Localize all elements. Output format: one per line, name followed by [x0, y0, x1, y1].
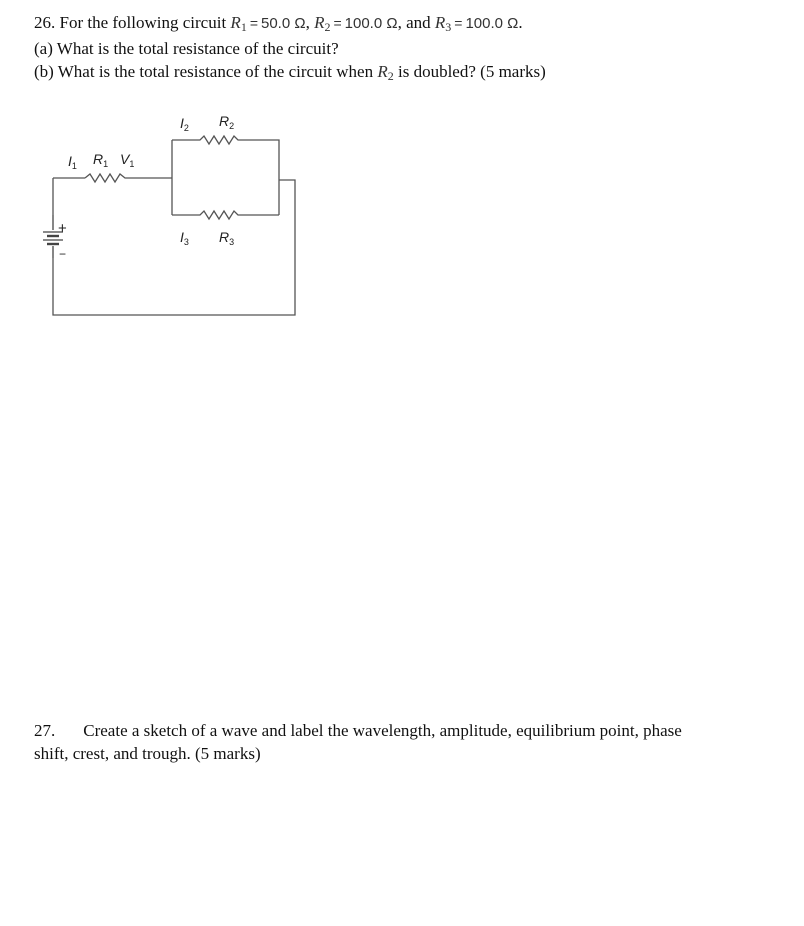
label-v1: $V_1$	[120, 151, 135, 169]
r2-value: 100.0 Ω	[344, 15, 398, 32]
label-r3: $R_3$	[219, 229, 235, 247]
q27-number: 27.	[34, 721, 56, 740]
q27-text-line1: Create a sketch of a wave and label the wavelength, amplitude, equilibrium point, phase	[83, 721, 682, 740]
label-r2: $R_2$	[219, 113, 235, 131]
resistor-r3	[172, 211, 279, 219]
circuit-diagram	[40, 100, 310, 325]
r3-symbol: $R_3$	[434, 13, 452, 34]
q26-part-b: (b) What is the total resistance of the circuit when $R_2$ is doubled? (5 marks)	[34, 62, 546, 83]
wire-left-bottom	[53, 180, 295, 315]
r1-symbol: $R_1$	[230, 13, 247, 34]
q26-intro: For the following circuit	[59, 13, 227, 32]
q27-line1	[34, 720, 682, 742]
r3-value: 100.0 Ω	[465, 15, 519, 32]
q26-number: 26.	[34, 13, 56, 32]
resistor-r1	[85, 174, 172, 182]
battery-plus-label: +	[58, 220, 67, 237]
q26-part-a: (a) What is the total resistance of the circuit?	[34, 39, 339, 58]
q26-line1: 26. For the following circuit $R_1 = 50.0$ Ω, $R_2 = 100.0$ Ω, and $R_3 = 100.0$ Ω.	[34, 13, 523, 34]
label-i1: $I_1$	[68, 153, 77, 171]
r2-symbol: $R_2$	[314, 13, 331, 34]
battery-minus-label: −	[59, 247, 67, 261]
label-r1: $R_1$	[93, 151, 109, 169]
q27-line2: shift, crest, and trough. (5 marks)	[34, 744, 261, 763]
resistor-r2	[172, 136, 279, 215]
label-i2: $I_2$	[180, 115, 189, 133]
part-b-r2-symbol: $R_2$	[377, 62, 394, 83]
label-i3: $I_3$	[180, 229, 189, 247]
r1-value: 50.0 Ω	[261, 15, 306, 32]
